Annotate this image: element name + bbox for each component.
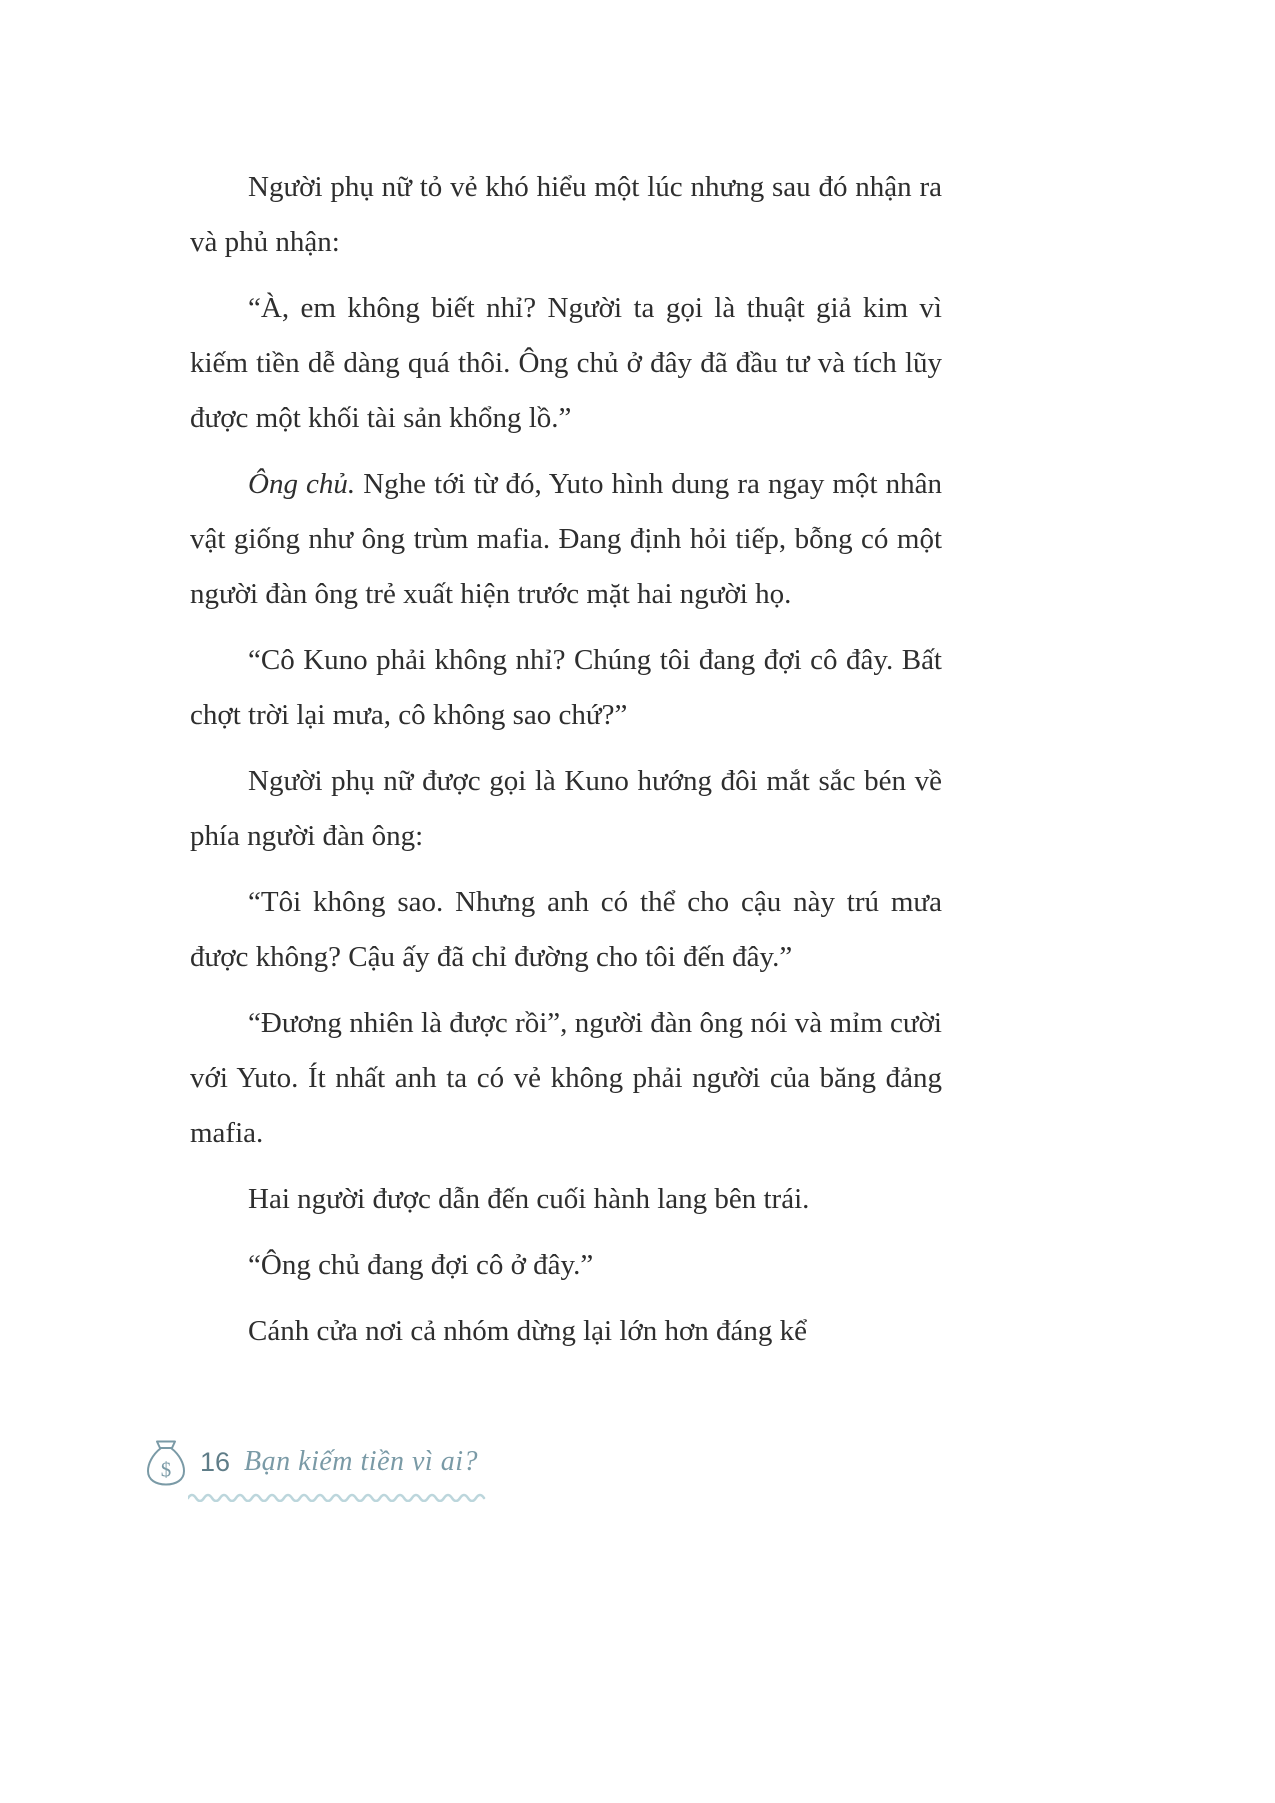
paragraph (190, 281, 942, 446)
page-footer (146, 1438, 488, 1502)
paragraph (190, 633, 942, 743)
wavy-underline (188, 1490, 488, 1502)
book-title: Bạn kiếm tiền vì ai? (244, 1446, 478, 1477)
paragraph-text: “À, em không biết nhỉ? Người ta gọi là thuật giả kim vì kiếm tiền dễ dàng quá thôi. Ông chủ ở đây đã đầu tư và tích lũy được một khối tài sản khổng lồ.” (190, 292, 942, 434)
paragraph (190, 1238, 942, 1293)
footer-row (146, 1438, 488, 1486)
paragraph-text: “Tôi không sao. Nhưng anh có thể cho cậu này trú mưa được không? Cậu ấy đã chỉ đường cho tôi đến đây.” (190, 886, 942, 973)
paragraph-text: Người phụ nữ tỏ vẻ khó hiểu một lúc nhưng sau đó nhận ra và phủ nhận: (190, 171, 942, 258)
paragraph-text: Người phụ nữ được gọi là Kuno hướng đôi mắt sắc bén về phía người đàn ông: (190, 765, 942, 852)
paragraph-text: “Ông chủ đang đợi cô ở đây.” (248, 1249, 594, 1281)
paragraph (190, 754, 942, 864)
paragraph-lead: Ông chủ. (248, 468, 356, 500)
paragraph (190, 1304, 942, 1359)
page-number: 16 (200, 1446, 231, 1477)
paragraph-text: Nghe tới từ đó, Yuto hình dung ra ngay một nhân vật giống như ông trùm mafia. Đang định hỏi tiếp, bỗng có một người đàn ông trẻ xuất hiện trước mặt hai người họ. (190, 468, 942, 610)
paragraph-text: Hai người được dẫn đến cuối hành lang bên trái. (248, 1183, 810, 1215)
page-text (190, 160, 942, 1370)
money-bag-icon (146, 1438, 186, 1486)
paragraph (190, 996, 942, 1161)
paragraph-text: “Cô Kuno phải không nhỉ? Chúng tôi đang đợi cô đây. Bất chợt trời lại mưa, cô không sao chứ?” (190, 644, 942, 731)
paragraph (190, 875, 942, 985)
paragraph-text: “Đương nhiên là được rồi”, người đàn ông nói và mỉm cười với Yuto. Ít nhất anh ta có vẻ không phải người của băng đảng mafia. (190, 1007, 942, 1149)
paragraph (190, 457, 942, 622)
svg-text:$: $ (160, 1457, 172, 1482)
paragraph-text: Cánh cửa nơi cả nhóm dừng lại lớn hơn đáng kể (248, 1315, 808, 1347)
paragraph (190, 160, 942, 270)
paragraph (190, 1172, 942, 1227)
